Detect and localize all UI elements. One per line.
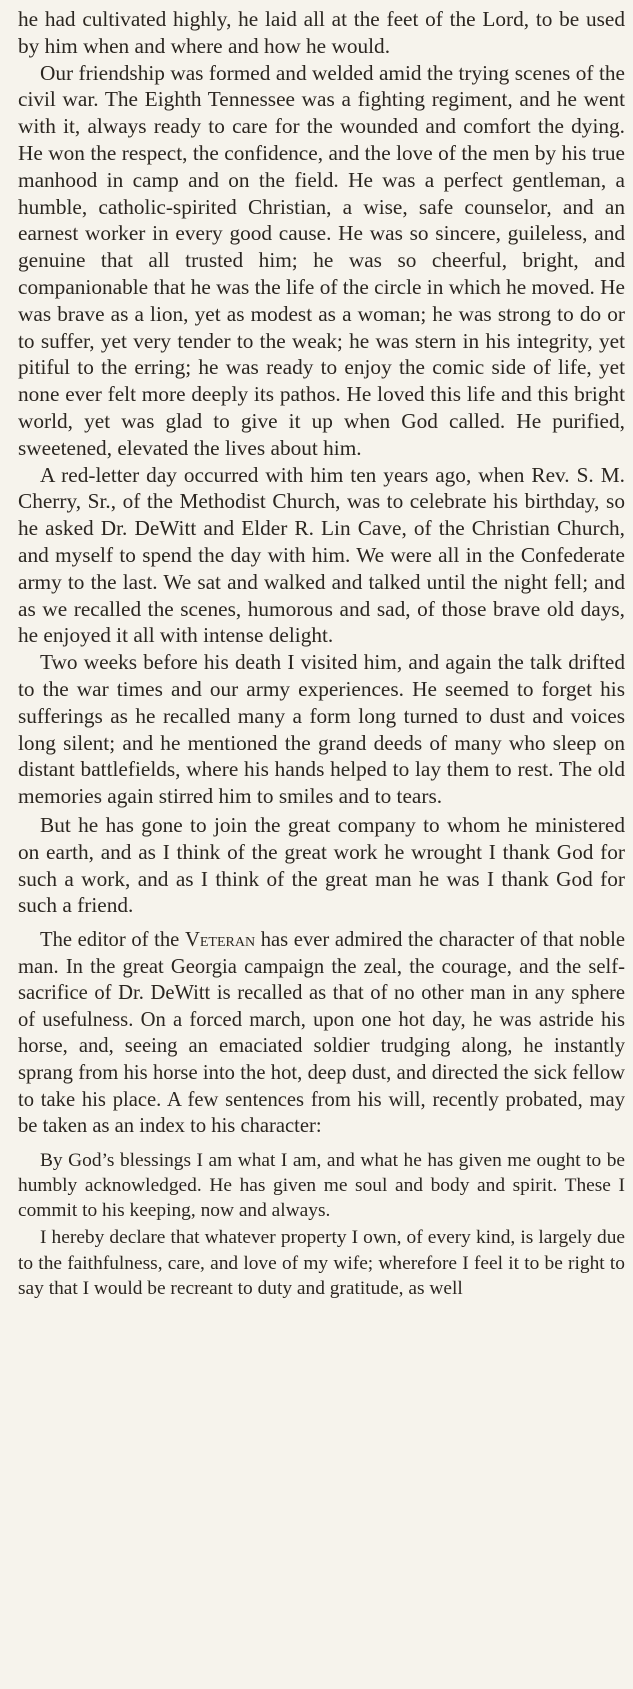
paragraph-5: But he has gone to join the great company to whom he ministered on earth, and as I think of the great work he wrought I thank God for such a work, and as I think of the great man he was I thank God for such a friend. bbox=[18, 812, 625, 918]
veteran-title: Veteran bbox=[184, 929, 256, 952]
paragraph-6-after: has ever admired the character of that noble man. In the great Georgia campaign the zeal, the courage, and the self-sacrifice of Dr. DeWitt is recalled as that of no other man in any sphere of usefulness. On a forced march, upon one hot day, he was astride his horse, and, seeing an emaciated soldier trudging along, he instantly sprang from his horse into the hot, deep dust, and directed the sick fellow to take his place. A few sentences from his will, recently probated, may be taken as an index to his character: bbox=[18, 929, 625, 1138]
paragraph-2: Our friendship was formed and welded amid the trying scenes of the civil war. The Eighth Tennessee was a fighting regiment, and he went with it, always ready to care for the wounded and comfort the dying. He won the respect, the confidence, and the love of the men by his true manhood in camp and on the field. He was a perfect gentleman, a humble, catholic-spirited Christian, a wise, safe counselor, and an earnest worker in every good cause. He was so sincere, guileless, and genuine that all trusted him; he was so cheerful, bright, and companionable that he was the life of the circle in which he moved. He was brave as a lion, yet as modest as a woman; he was strong to do or to suffer, yet very tender to the weak; he was stern in his integrity, yet pitiful to the erring; he was ready to enjoy the comic side of life, yet none ever felt more deeply its pathos. He loved this life and this bright world, yet was glad to give it up when God called. He purified, sweetened, elevated the lives about him. bbox=[18, 60, 625, 460]
paragraph-7: By God’s blessings I am what I am, and what he has given me ought to be humbly acknowledged. He has given me soul and body and spirit. These I commit to his keeping, now and always. bbox=[18, 1149, 625, 1222]
paragraph-6-before: The editor of the bbox=[40, 929, 185, 952]
paragraph-6 bbox=[18, 927, 625, 1140]
paragraph-4: Two weeks before his death I visited him, and again the talk drifted to the war times and our army experiences. He seemed to forget his sufferings as he recalled many a form long turned to dust and voices long silent; and he mentioned the grand deeds of many who sleep on distant battlefields, where his hands helped to lay them to rest. The old memories again stirred him to smiles and to tears. bbox=[18, 650, 625, 809]
paragraph-3: A red-letter day occurred with him ten years ago, when Rev. S. M. Cherry, Sr., of the Methodist Church, was to celebrate his birthday, so he asked Dr. DeWitt and Elder R. Lin Cave, of the Christian Church, and myself to spend the day with him. We were all in the Confederate army to the last. We sat and walked and talked until the night fell; and as we recalled the scenes, humorous and sad, of those brave old days, he enjoyed it all with intense delight. bbox=[18, 462, 625, 648]
paragraph-8: I hereby declare that whatever property I own, of every kind, is largely due to the faithfulness, care, and love of my wife; wherefore I feel it to be right to say that I would be recreant to duty and gratitude, as well bbox=[18, 1227, 625, 1299]
paragraph-1: he had cultivated highly, he laid all at the feet of the Lord, to be used by him when and where and how he would. bbox=[18, 7, 625, 58]
